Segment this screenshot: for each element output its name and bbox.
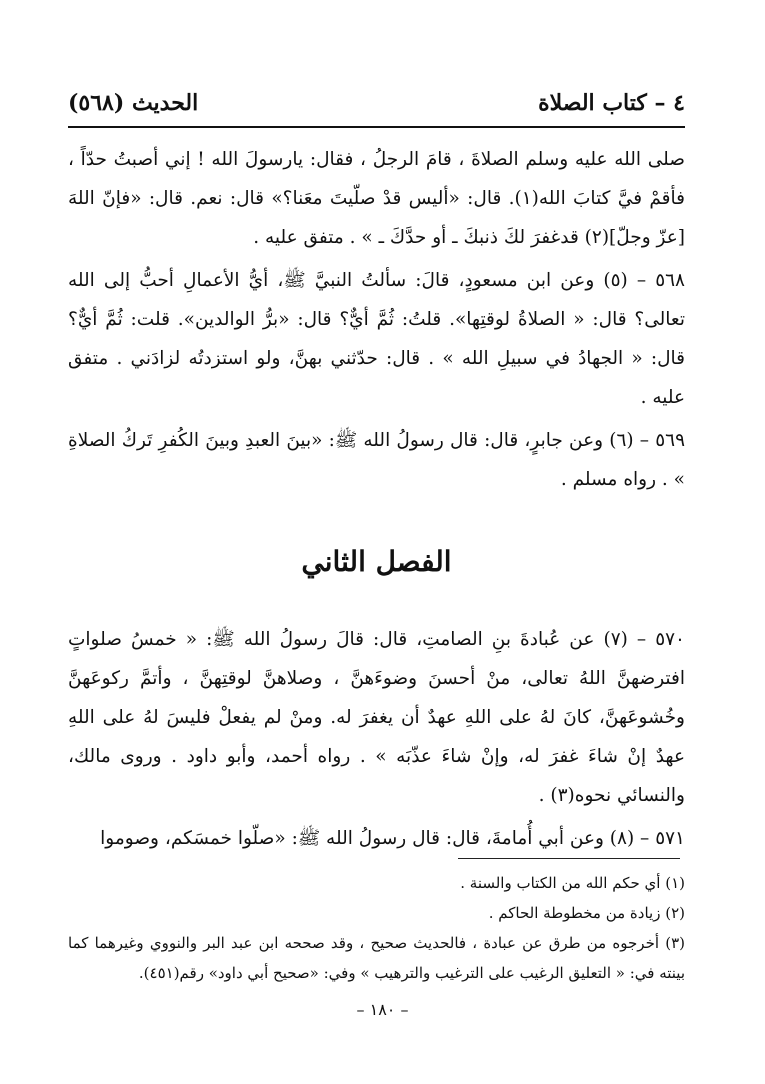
hadith-570: ٥٧٠ – (٧) عن عُبادةَ بنِ الصامتِ، قال: قالَ رسولُ الله ﷺ: « خمسُ صلواتٍ افترضهنَّ اللهُ تعالى، منْ أحسنَ وضوءَهنَّ ، وصلاهنَّ لوقتِهنَّ ، وأتمَّ ركوعَهنَّ وخُشوعَهنَّ، كانَ لهُ على اللهِ عهدٌ أن يغفرَ له. ومنْ لم يفعلْ فليسَ لهُ على اللهِ عهدٌ إنْ شاءَ غفرَ له، وإنْ شاءَ عذّبَه » . رواه أحمد، وأبو داود . وروى مالك، والنسائي نحوه(٣) . xyxy=(68,629,685,806)
page-header xyxy=(68,80,685,128)
section-heading: الفصل الثاني xyxy=(301,545,452,578)
footnote-3: (٣) أخرجوه من طرق عن عبادة ، فالحديث صحيح ، وقد صححه ابن عبد البر والنووي وغيرهما كما بينته في: « التعليق الرغيب على الترغيب والترهيب » وفي: «صحيح أبي داود» رقم(٤٥١). xyxy=(68,934,685,982)
hadith-reference: الحديث (٥٦٨) xyxy=(68,90,199,116)
footnote-divider xyxy=(458,858,680,859)
main-text xyxy=(68,140,685,503)
footnotes xyxy=(68,868,685,988)
page-number: – ١٨٠ – xyxy=(356,1000,409,1019)
hadith-568: ٥٦٨ – (٥) وعن ابن مسعودٍ، قالَ: سألتُ النبيَّ ﷺ، أيُّ الأعمالِ أحبُّ إلى الله تعالى؟ قال: « الصلاةُ لوقتِها». قلتُ: ثُمَّ أيٌّ؟ قال: «برُّ الوالدين». قلت: ثُمَّ أيٌّ؟ قال: « الجهادُ في سبيلِ الله » . قال: حدّثني بهنَّ، ولو استزدتُه لزادَني . متفق عليه . xyxy=(68,270,685,408)
hadith-571: ٥٧١ – (٨) وعن أبي أُمامةَ، قال: قال رسولُ الله ﷺ: «صلّوا خمسَكم، وصوموا xyxy=(100,828,685,849)
paragraph: صلى الله عليه وسلم الصلاةَ ، قامَ الرجلُ ، فقال: يارسولَ الله ! إني أصبتُ حدّاً ، فأقمْ فيَّ كتابَ الله(١). قال: «أليس قدْ صلّيتَ معَنا؟» قال: نعم. قال: «فإنّ اللهَ [عزّ وجلّ](٢) قدغفرَ لكَ ذنبكَ ـ أو حدَّكَ ـ » . متفق عليه . xyxy=(68,149,685,248)
section-two-text xyxy=(68,620,685,862)
footnote-1: (١) أي حكم الله من الكتاب والسنة . xyxy=(460,874,685,892)
chapter-title: ٤ – كتاب الصلاة xyxy=(538,90,685,116)
hadith-569: ٥٦٩ – (٦) وعن جابرٍ، قال: قال رسولُ الله ﷺ: «بينَ العبدِ وبينَ الكُفرِ تَركُ الصلاةِ » . رواه مسلم . xyxy=(68,430,686,490)
footnote-2: (٢) زيادة من مخطوطة الحاكم . xyxy=(488,904,685,922)
